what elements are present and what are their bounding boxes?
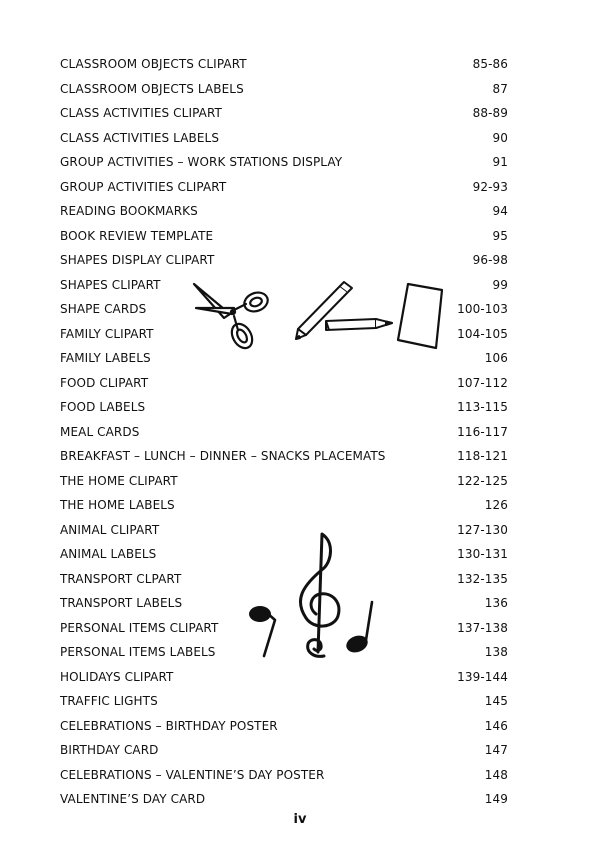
- toc-entry: [60, 52, 508, 77]
- toc-entry-pages: 107-112: [457, 375, 508, 390]
- toc-entry-pages: 132-135: [457, 571, 508, 586]
- toc-entry-title: FOOD CLIPART: [60, 375, 149, 390]
- toc-entry: [60, 395, 508, 420]
- toc-entry: [60, 444, 508, 469]
- school-supplies-illustration: [190, 278, 450, 353]
- toc-entry-pages: 137-138: [457, 620, 508, 635]
- toc-entry: [60, 714, 508, 739]
- toc-entry-title: CLASS ACTIVITIES LABELS: [60, 130, 220, 145]
- pencil-icon: [296, 282, 352, 339]
- music-notes-illustration: [242, 528, 382, 660]
- toc-entry-pages: 104-105: [457, 326, 508, 341]
- toc-entry-title: ANIMAL CLIPART: [60, 522, 160, 537]
- toc-entry-pages: 87: [492, 81, 508, 96]
- treble-clef-icon: [300, 534, 338, 656]
- toc-entry-pages: 130-131: [457, 547, 508, 561]
- toc-entry: [60, 493, 508, 518]
- toc-entry-pages: 90: [492, 130, 508, 145]
- toc-entry-pages: 113-115: [457, 400, 508, 414]
- paper-sheet-icon: [398, 284, 442, 348]
- toc-entry-pages: 96-98: [472, 253, 508, 267]
- toc-entry: [60, 224, 508, 249]
- toc-entry-title: BOOK REVIEW TEMPLATE: [60, 228, 214, 243]
- toc-entry-title: HOLIDAYS CLIPART: [60, 669, 174, 684]
- toc-entry: [60, 371, 508, 396]
- toc-entry-title: TRANSPORT CLPART: [60, 571, 182, 586]
- toc-entry-title: FAMILY LABELS: [60, 351, 151, 365]
- toc-entry-pages: 91: [492, 155, 508, 169]
- toc-entry: [60, 787, 508, 812]
- toc-entry-pages: 149: [484, 792, 508, 806]
- toc-entry: [60, 763, 508, 788]
- toc-entry: [60, 175, 508, 200]
- toc-entry-pages: 122-125: [457, 473, 508, 488]
- toc-entry: [60, 248, 508, 273]
- toc-entry: [60, 689, 508, 714]
- toc-entry-title: GROUP ACTIVITIES – WORK STATIONS DISPLAY: [60, 155, 343, 169]
- toc-entry-title: TRANSPORT LABELS: [60, 596, 183, 610]
- toc-entry-pages: 118-121: [457, 449, 508, 463]
- toc-entry-title: READING BOOKMARKS: [60, 204, 198, 218]
- toc-entry-pages: 92-93: [472, 179, 508, 194]
- toc-entry: [60, 101, 508, 126]
- toc-entry-pages: 116-117: [457, 424, 508, 439]
- toc-entry-pages: 145: [484, 694, 508, 708]
- toc-entry-pages: 139-144: [457, 669, 508, 684]
- toc-entry-pages: 146: [484, 718, 508, 733]
- table-of-contents: [60, 52, 508, 812]
- quarter-note-icon: [344, 602, 372, 655]
- toc-entry-title: PERSONAL ITEMS LABELS: [60, 645, 216, 659]
- toc-entry-title: SHAPES DISPLAY CLIPART: [60, 253, 215, 267]
- toc-entry: [60, 150, 508, 175]
- toc-entry-title: PERSONAL ITEMS CLIPART: [60, 620, 219, 635]
- toc-entry-pages: 126: [484, 498, 508, 512]
- toc-entry-title: VALENTINE’S DAY CARD: [60, 792, 206, 806]
- toc-entry-title: SHAPE CARDS: [60, 302, 147, 316]
- toc-entry-title: CLASS ACTIVITIES CLIPART: [60, 106, 222, 120]
- toc-entry-title: SHAPES CLIPART: [60, 277, 161, 292]
- toc-entry: [60, 469, 508, 494]
- toc-entry-pages: 85-86: [472, 57, 508, 71]
- toc-entry-pages: 148: [484, 767, 508, 782]
- toc-entry-title: CLASSROOM OBJECTS LABELS: [60, 81, 244, 96]
- toc-entry: [60, 199, 508, 224]
- toc-entry-pages: 100-103: [457, 302, 508, 316]
- toc-entry-pages: 127-130: [457, 522, 508, 537]
- toc-entry-pages: 136: [484, 596, 508, 610]
- page-number: iv: [293, 812, 307, 827]
- toc-entry-pages: 88-89: [472, 106, 508, 120]
- toc-entry-title: TRAFFIC LIGHTS: [60, 694, 158, 708]
- toc-entry: [60, 77, 508, 102]
- toc-entry-pages: 106: [484, 351, 508, 365]
- toc-entry-title: MEAL CARDS: [60, 424, 140, 439]
- toc-entry-title: GROUP ACTIVITIES CLIPART: [60, 179, 227, 194]
- rest-icon: [249, 606, 275, 656]
- toc-entry-title: BIRTHDAY CARD: [60, 743, 159, 757]
- toc-entry: [60, 420, 508, 445]
- pencil-icon: [326, 319, 392, 330]
- toc-entry-pages: 95: [492, 228, 508, 243]
- toc-entry-title: CELEBRATIONS – VALENTINE’S DAY POSTER: [60, 767, 325, 782]
- toc-entry-pages: 99: [492, 277, 508, 292]
- toc-entry-title: FAMILY CLIPART: [60, 326, 154, 341]
- toc-entry-title: CLASSROOM OBJECTS CLIPART: [60, 57, 247, 71]
- toc-entry-title: ANIMAL LABELS: [60, 547, 157, 561]
- toc-entry-title: THE HOME LABELS: [60, 498, 175, 512]
- toc-entry-pages: 147: [484, 743, 508, 757]
- toc-entry-title: CELEBRATIONS – BIRTHDAY POSTER: [60, 718, 278, 733]
- scissors-icon: [194, 284, 270, 352]
- toc-entry-title: FOOD LABELS: [60, 400, 146, 414]
- toc-entry-pages: 138: [484, 645, 508, 659]
- toc-entry: [60, 738, 508, 763]
- toc-entry: [60, 665, 508, 690]
- toc-entry-title: THE HOME CLIPART: [60, 473, 178, 488]
- toc-entry-title: BREAKFAST – LUNCH – DINNER – SNACKS PLACEMATS: [60, 449, 386, 463]
- toc-entry-pages: 94: [492, 204, 508, 218]
- toc-entry: [60, 126, 508, 151]
